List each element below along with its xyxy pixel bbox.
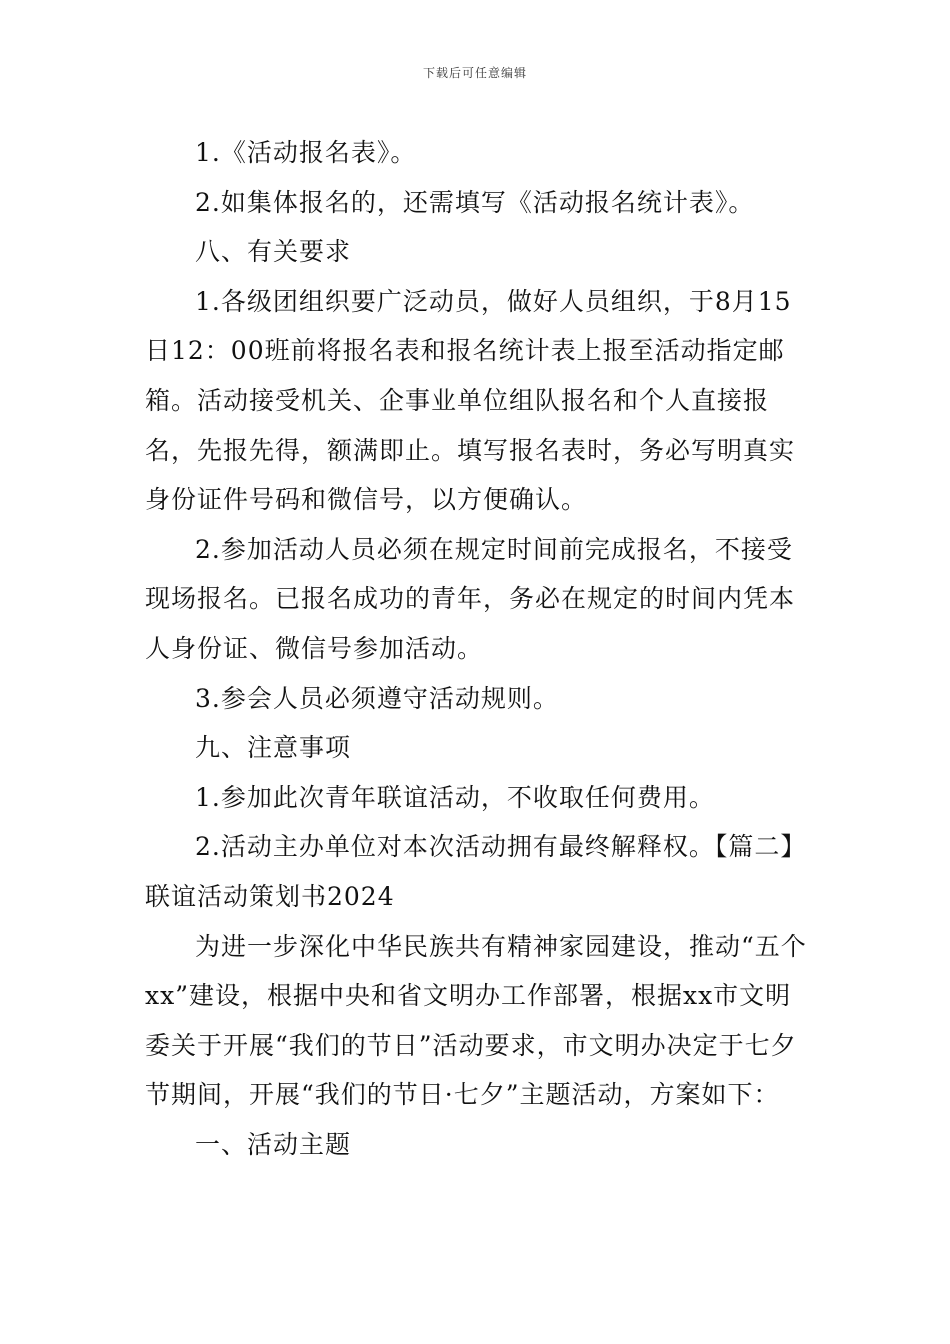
paragraph-item-2: 2.如集体报名的，还需填写《活动报名统计表》。 bbox=[195, 187, 755, 217]
document-body bbox=[145, 128, 810, 1169]
section-heading-theme: 一、活动主题 bbox=[195, 1129, 352, 1159]
paragraph-requirement-2: 2.参加活动人员必须在规定时间前完成报名，不接受现场报名。已报名成功的青年，务必在规定的时间内凭本人身份证、微信号参加活动。 bbox=[145, 534, 796, 663]
section-heading-notes: 九、注意事项 bbox=[195, 733, 352, 763]
paragraph-item-1: 1.《活动报名表》。 bbox=[195, 138, 417, 167]
page-header-note: 下载后可任意编辑 bbox=[422, 66, 527, 80]
paragraph-requirement-3: 3.参会人员必须遵守活动规则。 bbox=[195, 683, 559, 713]
paragraph-intro: 为进一步深化中华民族共有精神家园建设，推动“五个xx”建设，根据中央和省文明办工作部署，根据xx市文明委关于开展“我们的节日”活动要求，市文明办决定于七夕节期间，开展“我们的节日·七夕”主题活动，方案如下： bbox=[145, 931, 807, 1110]
paragraph-note-1: 1.参加此次青年联谊活动，不收取任何费用。 bbox=[195, 782, 715, 812]
paragraph-note-2: 2.活动主办单位对本次活动拥有最终解释权。【篇二】联谊活动策划书2024 bbox=[145, 832, 807, 911]
paragraph-requirement-1: 1.各级团组织要广泛动员，做好人员组织，于8月15日12：00班前将报名表和报名统计表上报至活动指定邮箱。活动接受机关、企事业单位组队报名和个人直接报名，先报先得，额满即止。填写报名表时，务必写明真实身份证件号码和微信号，以方便确认。 bbox=[145, 286, 796, 515]
section-heading-requirements: 八、有关要求 bbox=[195, 237, 352, 267]
